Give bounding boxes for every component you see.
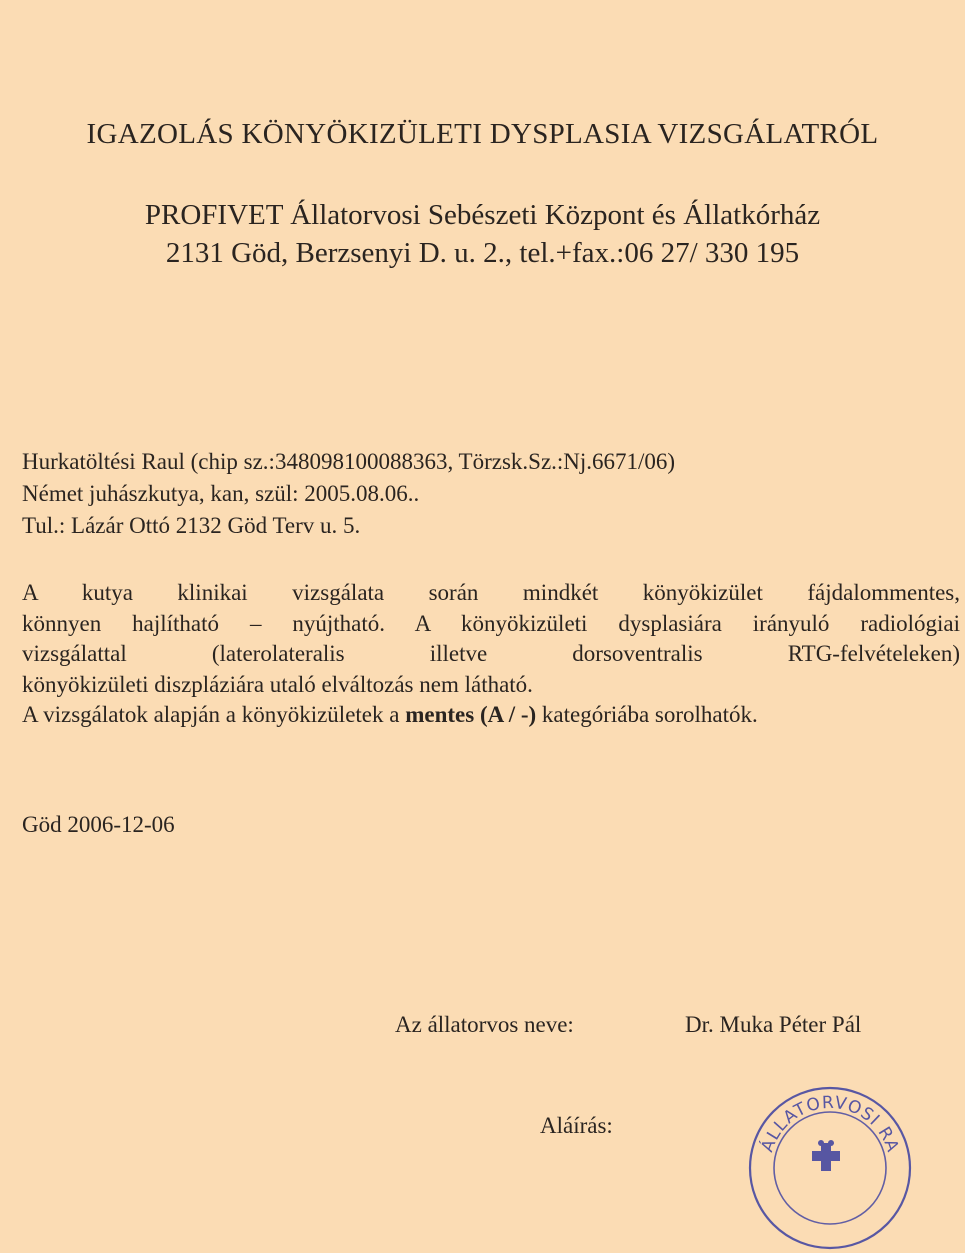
patient-identity: Hurkatöltési Raul (chip sz.:348098100088363, Törzsk.Sz.:Nj.6671/06) xyxy=(22,449,676,474)
patient-owner: Tul.: Lázár Ottó 2132 Göd Terv u. 5. xyxy=(22,513,361,538)
patient-breed: Német juhászkutya, kan, szül: 2005.08.06.. xyxy=(22,481,420,506)
findings-paragraph xyxy=(22,578,960,731)
conclusion-suffix: kategóriába sorolhatók. xyxy=(536,702,758,727)
institution-name: PROFIVET Állatorvosi Sebészeti Központ és Állatkórház xyxy=(144,199,821,231)
institution-address: 2131 Göd, Berzsenyi D. u. 2., tel.+fax.:06 27/ 330 195 xyxy=(165,237,800,269)
findings-line-1: A kutya klinikai vizsgálata során mindkét könyökizület fájdalommentes, xyxy=(22,580,960,605)
conclusion-prefix: A vizsgálatok alapján a könyökizületek a xyxy=(22,702,406,727)
institution-header xyxy=(0,196,965,272)
findings-conclusion xyxy=(22,700,960,731)
signature-label: Aláírás: xyxy=(540,1113,613,1138)
issue-date: Göd 2006-12-06 xyxy=(22,812,175,837)
findings-line-3: vizsgálattal (laterolateralis illetve dorsoventralis RTG-felvételeken) xyxy=(22,641,960,666)
stamp-text: ÁLLATORVOSI RA xyxy=(757,1092,903,1156)
conclusion-category: mentes (A / -) xyxy=(405,702,537,727)
official-stamp-icon xyxy=(745,1083,915,1253)
findings-line-2: könnyen hajlítható – nyújtható. A könyökizületi dysplasiára irányuló radiológiai xyxy=(22,610,960,636)
vet-name: Dr. Muka Péter Pál xyxy=(685,1012,862,1037)
document-title: IGAZOLÁS KÖNYÖKIZÜLETI DYSPLASIA VIZSGÁLATRÓL xyxy=(86,118,879,150)
patient-details xyxy=(22,446,942,542)
findings-line-4: könyökizületi diszpláziára utaló elváltozás nem látható. xyxy=(22,671,533,697)
stamp-cross-icon xyxy=(812,1140,840,1171)
vet-name-label: Az állatorvos neve: xyxy=(395,1012,574,1037)
